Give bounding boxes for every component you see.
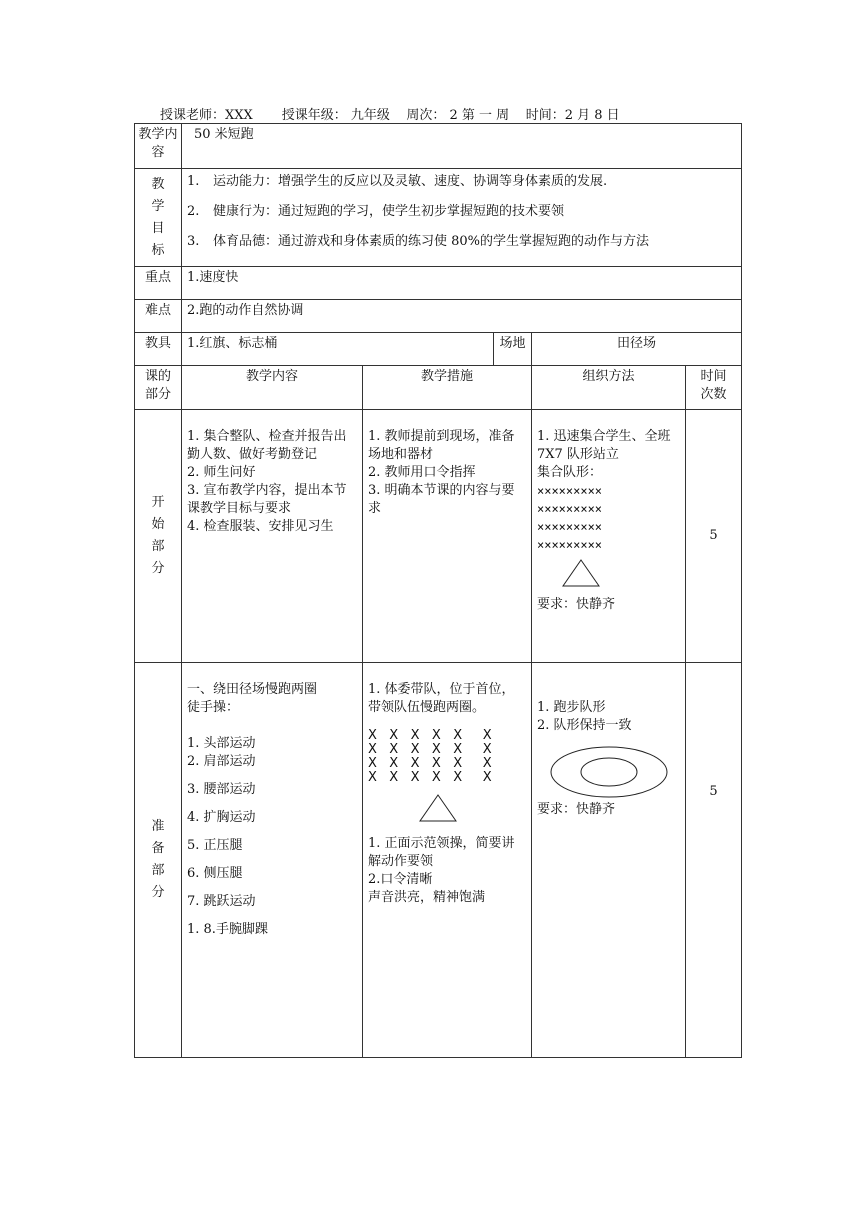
- objective-item: [187, 173, 736, 191]
- time-info: 时间：2 月 8 日: [525, 108, 620, 123]
- x-formation-row: X X X X X X: [368, 742, 492, 757]
- objective-text: 体育品德：通过游戏和身体素质的练习使 80%的学生掌握短跑的动作与方法: [213, 234, 650, 249]
- start-measures: [363, 410, 532, 663]
- equipment-label: 教具: [135, 333, 182, 366]
- prep-org-item: 2. 队形保持一致: [537, 718, 632, 733]
- prep-content-sub: 徒手操：: [187, 700, 240, 715]
- equipment-value: 1.红旗、标志桶: [182, 333, 494, 366]
- start-measure-item: 1. 教师提前到现场，准备场地和器材: [368, 429, 515, 462]
- objectives-cell: [182, 169, 742, 267]
- prep-organization: [532, 663, 686, 1058]
- objectives-label: [135, 169, 182, 267]
- start-label: [135, 410, 182, 663]
- content-value: 50 米短跑: [182, 124, 742, 169]
- formation-row: ×××××××××: [537, 520, 603, 534]
- x-formation-row: X X X X X X: [368, 728, 492, 743]
- exercise-item: 4. 扩胸运动: [187, 810, 256, 825]
- prep-org-item: 1. 跑步队形: [537, 700, 606, 715]
- prep-measures-intro: 1. 体委带队，位于首位，带领队伍慢跑两圈。: [368, 682, 515, 715]
- column-organization: 组织方法: [532, 366, 686, 410]
- venue-value: 田径场: [532, 333, 742, 366]
- teacher-info: 授课老师：XXX: [160, 108, 253, 123]
- objective-num: 3.: [187, 234, 200, 249]
- objective-item: [187, 233, 736, 251]
- objectives-label-text: 教学目标: [151, 176, 165, 258]
- prep-content: [182, 663, 363, 1058]
- exercise-item: 3. 腰部运动: [187, 782, 256, 797]
- column-part-text: 课的部分: [144, 369, 171, 402]
- track-oval-icon: [549, 745, 669, 799]
- start-content-item: 3. 宣布教学内容，提出本节课教学目标与要求: [187, 483, 347, 516]
- start-measure-item: 2. 教师用口令指挥: [368, 465, 476, 480]
- start-time: 5: [686, 410, 742, 663]
- start-org-intro: 1. 迅速集合学生、全班 7X7 队形站立: [537, 429, 671, 462]
- prep-measures: [363, 663, 532, 1058]
- column-measures: 教学措施: [363, 366, 532, 410]
- exercise-item: 6. 侧压腿: [187, 866, 243, 881]
- prep-content-title: 一、绕田径场慢跑两圈: [187, 682, 318, 697]
- start-measure-item: 3. 明确本节课的内容与要求: [368, 483, 515, 516]
- start-org-requirement: 要求：快静齐: [537, 597, 616, 612]
- objective-num: 1.: [187, 174, 200, 189]
- start-organization: [532, 410, 686, 663]
- exercise-item: 1. 头部运动: [187, 736, 256, 751]
- start-content: [182, 410, 363, 663]
- exercise-item: 7. 跳跃运动: [187, 894, 256, 909]
- column-time: [686, 366, 742, 410]
- objective-text: 健康行为：通过短跑的学习，使学生初步掌握短跑的技术要领: [213, 204, 565, 219]
- key-point-label: 重点: [135, 267, 182, 300]
- formation-row: ×××××××××: [537, 538, 603, 552]
- key-point-value: 1.速度快: [182, 267, 742, 300]
- column-time-text: 时间次数: [700, 369, 727, 402]
- objective-num: 2.: [187, 204, 200, 219]
- exercise-item: 2. 肩部运动: [187, 754, 256, 769]
- formation-row: ×××××××××: [537, 484, 603, 498]
- week-info: 周次： 2 第 一 周: [406, 108, 510, 123]
- teacher-triangle-icon: [561, 558, 601, 588]
- lesson-plan-table: [134, 123, 742, 1058]
- difficulty-value: 2.跑的动作自然协调: [182, 300, 742, 333]
- content-label: 教学内容: [135, 124, 182, 169]
- start-content-item: 2. 师生问好: [187, 465, 256, 480]
- exercise-item: 5. 正压腿: [187, 838, 243, 853]
- grade-info: 授课年级： 九年级: [281, 108, 390, 123]
- column-content: 教学内容: [182, 366, 363, 410]
- start-formation-label: 集合队形：: [537, 465, 603, 480]
- lesson-header: [160, 104, 620, 123]
- leader-triangle-icon: [418, 793, 458, 823]
- objective-text: 运动能力：增强学生的反应以及灵敏、速度、协调等身体素质的发展.: [213, 174, 608, 189]
- prep-org-requirement: 要求：快静齐: [537, 802, 616, 817]
- prep-label-text: 准备部分: [151, 819, 165, 900]
- start-label-text: 开始部分: [151, 495, 165, 576]
- objective-item: [187, 203, 736, 221]
- column-part: [135, 366, 182, 410]
- start-content-item: 1. 集合整队、检查并报告出勤人数、做好考勤登记: [187, 429, 347, 462]
- x-formation-row: X X X X X X: [368, 770, 492, 785]
- venue-label: 场地: [494, 333, 532, 366]
- formation-row: ×××××××××: [537, 502, 603, 516]
- prep-measure-item: 1. 正面示范领操，简要讲解动作要领: [368, 836, 515, 869]
- prep-label: [135, 663, 182, 1058]
- difficulty-label: 难点: [135, 300, 182, 333]
- x-formation-row: X X X X X X: [368, 756, 492, 771]
- prep-measure-item: 2.口令清晰: [368, 872, 433, 887]
- prep-time: 5: [686, 663, 742, 1058]
- prep-measure-item: 声音洪亮，精神饱满: [368, 890, 486, 905]
- start-content-item: 4. 检查服装、安排见习生: [187, 519, 334, 534]
- exercise-item: 1. 8.手腕脚踝: [187, 922, 268, 937]
